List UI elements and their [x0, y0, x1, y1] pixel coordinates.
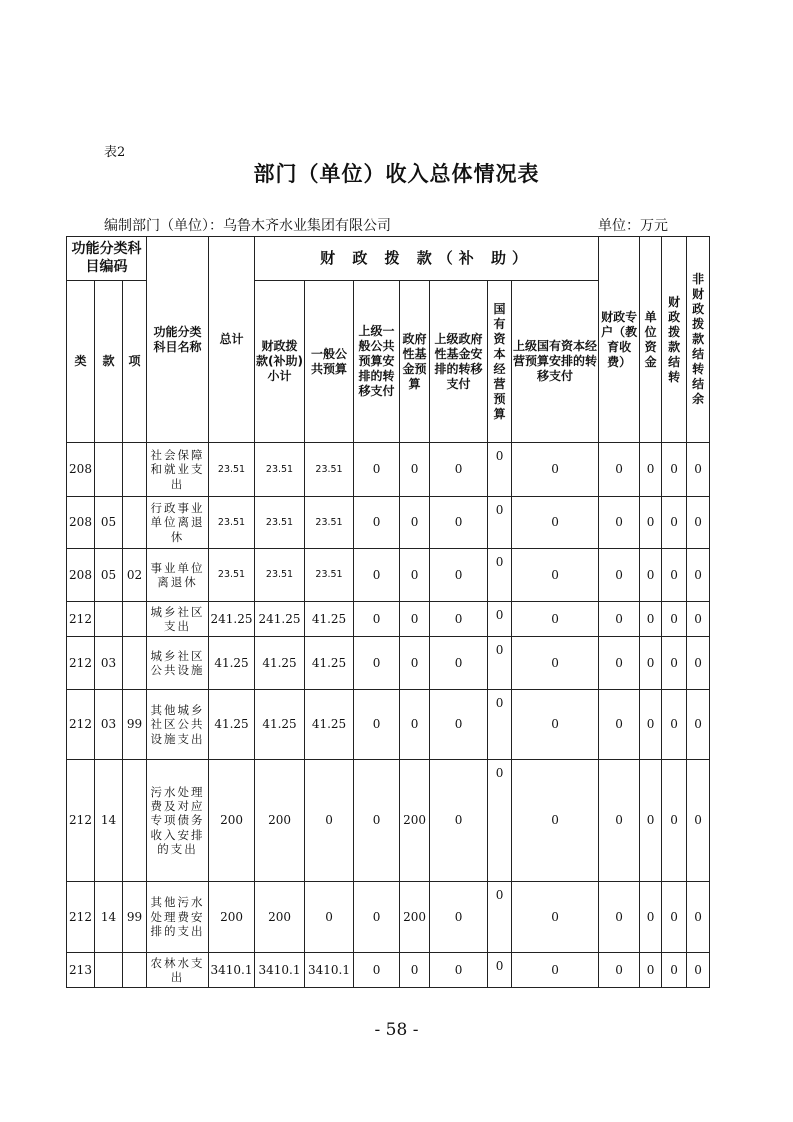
section-code: 03 [95, 690, 123, 760]
non-fiscal-carryover-value: 0 [687, 497, 710, 549]
table-row [67, 637, 710, 690]
total-value: 23.51 [209, 443, 255, 497]
upper-state-capital-transfer-value: 0 [512, 953, 599, 988]
upper-gov-fund-transfer-value: 0 [430, 549, 488, 602]
upper-gov-fund-transfer-value: 0 [430, 602, 488, 637]
fiscal-carryover-value: 0 [662, 953, 687, 988]
section-header: 款 [95, 281, 123, 443]
category-code: 208 [67, 497, 95, 549]
category-code: 212 [67, 602, 95, 637]
upper-state-capital-transfer-value: 0 [512, 690, 599, 760]
gov-fund-header: 政府性基金预算 [400, 281, 430, 443]
gov-fund-value: 0 [400, 497, 430, 549]
section-code: 14 [95, 760, 123, 882]
table-row [67, 602, 710, 637]
fiscal-special-value: 0 [599, 882, 640, 953]
func-name: 农林水支出 [147, 953, 209, 988]
item-code: 02 [123, 549, 147, 602]
fiscal-special-value: 0 [599, 760, 640, 882]
item-code [123, 602, 147, 637]
upper-general-transfer-value: 0 [354, 760, 400, 882]
func-name-header: 功能分类科目名称 [147, 237, 209, 443]
gov-fund-value: 0 [400, 549, 430, 602]
general-budget-value: 23.51 [305, 443, 354, 497]
fiscal-carryover-value: 0 [662, 549, 687, 602]
upper-general-transfer-value: 0 [354, 443, 400, 497]
state-capital-value: 0 [488, 760, 512, 882]
section-code: 05 [95, 497, 123, 549]
total-value: 241.25 [209, 602, 255, 637]
general-budget-value: 41.25 [305, 637, 354, 690]
table-row [67, 549, 710, 602]
fiscal-special-value: 0 [599, 549, 640, 602]
table-row [67, 882, 710, 953]
category-header: 类 [67, 281, 95, 443]
general-budget-value: 23.51 [305, 497, 354, 549]
upper-state-capital-transfer-value: 0 [512, 549, 599, 602]
item-code [123, 637, 147, 690]
state-capital-value: 0 [488, 443, 512, 497]
state-capital-header: 国有资本经营预算 [488, 281, 512, 443]
func-name: 事业单位离退休 [147, 549, 209, 602]
general-budget-value: 41.25 [305, 690, 354, 760]
table-row [67, 690, 710, 760]
upper-state-capital-transfer-value: 0 [512, 602, 599, 637]
upper-general-transfer-value: 0 [354, 602, 400, 637]
fiscal-subtotal-value: 241.25 [255, 602, 305, 637]
item-code: 99 [123, 882, 147, 953]
header-row-1 [67, 237, 710, 281]
item-code [123, 760, 147, 882]
category-code: 208 [67, 549, 95, 602]
general-budget-value: 0 [305, 760, 354, 882]
currency-unit-label: 单位：万元 [598, 218, 668, 234]
state-capital-value: 0 [488, 882, 512, 953]
category-code: 213 [67, 953, 95, 988]
total-value: 41.25 [209, 637, 255, 690]
unit-funds-value: 0 [640, 760, 662, 882]
section-code [95, 443, 123, 497]
non-fiscal-carryover-value: 0 [687, 637, 710, 690]
fiscal-carryover-header: 财政拨款结转 [662, 237, 687, 443]
unit-funds-value: 0 [640, 443, 662, 497]
section-code [95, 602, 123, 637]
table-row [67, 760, 710, 882]
table-label: 表2 [104, 145, 126, 160]
upper-state-capital-transfer-value: 0 [512, 637, 599, 690]
upper-gov-fund-transfer-header: 上级政府性基金安排的转移支付 [430, 281, 488, 443]
non-fiscal-carryover-value: 0 [687, 882, 710, 953]
item-code [123, 497, 147, 549]
upper-gov-fund-transfer-value: 0 [430, 760, 488, 882]
fiscal-special-value: 0 [599, 497, 640, 549]
fiscal-subtotal-value: 23.51 [255, 497, 305, 549]
table-row [67, 953, 710, 988]
fiscal-subtotal-value: 41.25 [255, 637, 305, 690]
gov-fund-value: 0 [400, 690, 430, 760]
upper-general-transfer-value: 0 [354, 637, 400, 690]
non-fiscal-carryover-value: 0 [687, 953, 710, 988]
gov-fund-value: 0 [400, 953, 430, 988]
upper-general-transfer-value: 0 [354, 497, 400, 549]
section-code: 14 [95, 882, 123, 953]
fiscal-carryover-value: 0 [662, 497, 687, 549]
unit-funds-header: 单位资金 [640, 237, 662, 443]
fiscal-special-header: 财政专户（教育收费） [599, 237, 640, 443]
upper-state-capital-transfer-value: 0 [512, 882, 599, 953]
upper-gov-fund-transfer-value: 0 [430, 637, 488, 690]
unit-funds-value: 0 [640, 637, 662, 690]
upper-general-transfer-value: 0 [354, 882, 400, 953]
unit-funds-value: 0 [640, 690, 662, 760]
section-code: 05 [95, 549, 123, 602]
table-row [67, 443, 710, 497]
non-fiscal-carryover-value: 0 [687, 760, 710, 882]
general-budget-value: 0 [305, 882, 354, 953]
item-header: 项 [123, 281, 147, 443]
fiscal-carryover-value: 0 [662, 443, 687, 497]
upper-general-transfer-value: 0 [354, 953, 400, 988]
general-budget-header: 一般公共预算 [305, 281, 354, 443]
gov-fund-value: 0 [400, 602, 430, 637]
item-code [123, 443, 147, 497]
fiscal-carryover-value: 0 [662, 882, 687, 953]
total-value: 3410.1 [209, 953, 255, 988]
func-name: 其他城乡社区公共设施支出 [147, 690, 209, 760]
item-code: 99 [123, 690, 147, 760]
fiscal-subtotal-value: 23.51 [255, 549, 305, 602]
unit-funds-value: 0 [640, 953, 662, 988]
fiscal-special-value: 0 [599, 953, 640, 988]
upper-gov-fund-transfer-value: 0 [430, 497, 488, 549]
fiscal-special-value: 0 [599, 602, 640, 637]
total-value: 41.25 [209, 690, 255, 760]
upper-general-transfer-value: 0 [354, 549, 400, 602]
fiscal-subtotal-header: 财政拨款(补助)小计 [255, 281, 305, 443]
unit-funds-value: 0 [640, 549, 662, 602]
fiscal-carryover-value: 0 [662, 760, 687, 882]
gov-fund-value: 0 [400, 443, 430, 497]
total-header: 总计 [209, 237, 255, 443]
upper-general-transfer-value: 0 [354, 690, 400, 760]
gov-fund-value: 0 [400, 637, 430, 690]
non-fiscal-carryover-value: 0 [687, 690, 710, 760]
non-fiscal-carryover-value: 0 [687, 549, 710, 602]
category-code: 212 [67, 882, 95, 953]
func-name: 其他污水处理费安排的支出 [147, 882, 209, 953]
gov-fund-value: 200 [400, 760, 430, 882]
state-capital-value: 0 [488, 637, 512, 690]
upper-general-transfer-header: 上级一般公共预算安排的转移支付 [354, 281, 400, 443]
total-value: 200 [209, 760, 255, 882]
page-title: 部门（单位）收入总体情况表 [253, 162, 540, 186]
upper-gov-fund-transfer-value: 0 [430, 443, 488, 497]
upper-state-capital-transfer-value: 0 [512, 443, 599, 497]
section-code: 03 [95, 637, 123, 690]
func-name: 社会保障和就业支出 [147, 443, 209, 497]
upper-gov-fund-transfer-value: 0 [430, 953, 488, 988]
fiscal-allocation-header: 财 政 拨 款（补 助） [255, 237, 599, 281]
fiscal-subtotal-value: 41.25 [255, 690, 305, 760]
compiling-unit-label: 编制部门（单位）：乌鲁木齐水业集团有限公司 [104, 218, 391, 234]
category-code: 212 [67, 690, 95, 760]
total-value: 23.51 [209, 497, 255, 549]
fiscal-subtotal-value: 3410.1 [255, 953, 305, 988]
gov-fund-value: 200 [400, 882, 430, 953]
fiscal-carryover-value: 0 [662, 690, 687, 760]
total-value: 200 [209, 882, 255, 953]
func-name: 污水处理费及对应专项债务收入安排的支出 [147, 760, 209, 882]
func-name: 行政事业单位离退休 [147, 497, 209, 549]
upper-state-capital-transfer-value: 0 [512, 760, 599, 882]
non-fiscal-carryover-value: 0 [687, 602, 710, 637]
fiscal-special-value: 0 [599, 637, 640, 690]
general-budget-value: 3410.1 [305, 953, 354, 988]
state-capital-value: 0 [488, 602, 512, 637]
func-name: 城乡社区公共设施 [147, 637, 209, 690]
state-capital-value: 0 [488, 549, 512, 602]
fiscal-subtotal-value: 23.51 [255, 443, 305, 497]
non-fiscal-carryover-value: 0 [687, 443, 710, 497]
fiscal-subtotal-value: 200 [255, 882, 305, 953]
fiscal-carryover-value: 0 [662, 637, 687, 690]
unit-funds-value: 0 [640, 497, 662, 549]
fiscal-special-value: 0 [599, 690, 640, 760]
page-number: - 58 - [374, 1020, 419, 1040]
fiscal-carryover-value: 0 [662, 602, 687, 637]
item-code [123, 953, 147, 988]
general-budget-value: 41.25 [305, 602, 354, 637]
category-code: 212 [67, 637, 95, 690]
upper-state-capital-transfer-header: 上级国有资本经营预算安排的转移支付 [512, 281, 599, 443]
func-code-header: 功能分类科目编码 [67, 237, 147, 281]
func-name: 城乡社区支出 [147, 602, 209, 637]
upper-gov-fund-transfer-value: 0 [430, 882, 488, 953]
non-fiscal-carryover-header: 非财政拨款结转结余 [687, 237, 710, 443]
fiscal-subtotal-value: 200 [255, 760, 305, 882]
upper-state-capital-transfer-value: 0 [512, 497, 599, 549]
general-budget-value: 23.51 [305, 549, 354, 602]
income-summary-table [66, 236, 710, 988]
unit-funds-value: 0 [640, 602, 662, 637]
unit-funds-value: 0 [640, 882, 662, 953]
total-value: 23.51 [209, 549, 255, 602]
section-code [95, 953, 123, 988]
table-row [67, 497, 710, 549]
category-code: 208 [67, 443, 95, 497]
category-code: 212 [67, 760, 95, 882]
state-capital-value: 0 [488, 690, 512, 760]
state-capital-value: 0 [488, 953, 512, 988]
state-capital-value: 0 [488, 497, 512, 549]
fiscal-special-value: 0 [599, 443, 640, 497]
upper-gov-fund-transfer-value: 0 [430, 690, 488, 760]
